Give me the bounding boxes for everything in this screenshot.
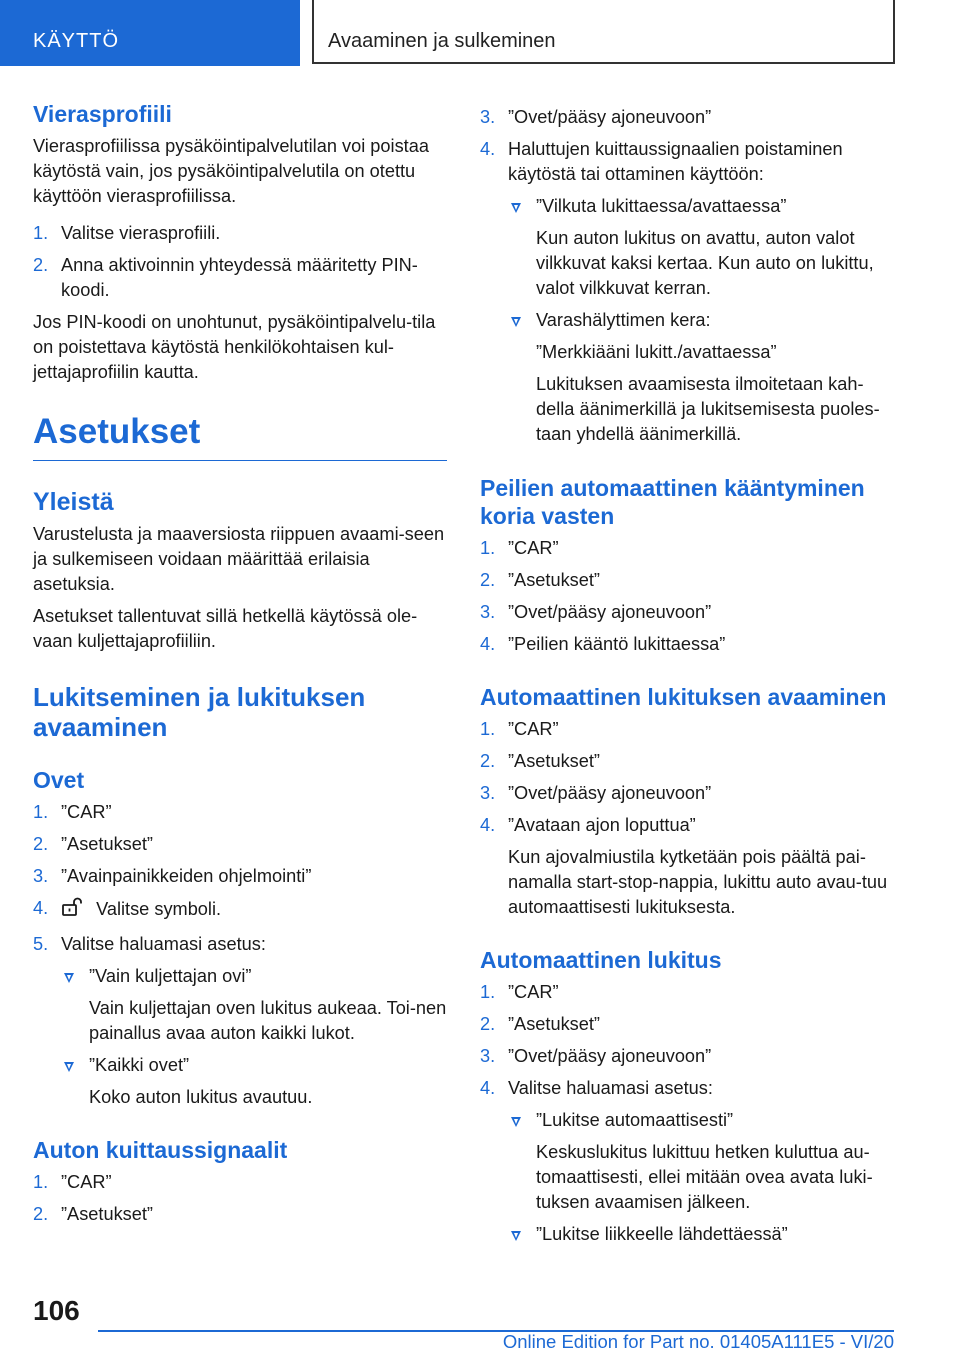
step-number: 4. [33, 898, 49, 918]
mirrors-heading: Peilien automaattinen kääntyminen koria vasten [480, 475, 865, 529]
option-label: ”Kaikki ovet” [89, 1055, 190, 1075]
general-section [33, 488, 447, 654]
step-text: ”CAR” [61, 1172, 112, 1192]
list-item [480, 749, 896, 774]
list-item [480, 813, 896, 920]
guest-profile-steps [33, 221, 447, 303]
list-item [480, 536, 896, 561]
list-item [33, 221, 447, 246]
list-item [33, 1202, 447, 1227]
triangle-bullet-icon [64, 1062, 74, 1072]
step-number: 4. [480, 815, 496, 835]
page-header [0, 0, 960, 66]
step-text: Valitse vierasprofiili. [61, 223, 221, 243]
step-number: 3. [480, 1046, 496, 1066]
list-item [33, 932, 447, 1110]
step-number: 1. [33, 1172, 49, 1192]
ack-signals-steps-continued [480, 105, 896, 447]
list-item [33, 896, 447, 925]
step-text: ”Asetukset” [508, 570, 600, 590]
step-text: ”Ovet/pääsy ajoneuvoon” [508, 1046, 712, 1066]
list-item [33, 864, 447, 889]
step-text: Valitse haluamasi asetus: [61, 934, 266, 954]
step-text: ”CAR” [508, 538, 559, 558]
step-number: 1. [33, 223, 49, 243]
step-number: 3. [33, 866, 49, 886]
list-item [480, 632, 896, 657]
doors-heading: Ovet [33, 767, 85, 793]
list-item [480, 1044, 896, 1069]
guest-profile-section [33, 100, 447, 385]
step-text: ”Asetukset” [61, 1204, 153, 1224]
option-label: ”Lukitse automaattisesti” [536, 1110, 734, 1130]
step-text: ”Ovet/pääsy ajoneuvoon” [508, 107, 712, 127]
option-description: Vain kuljettajan oven lukitus aukeaa. Toi-nen painallus avaa auton kaikki lukot. [89, 998, 447, 1043]
step-text: ”Asetukset” [508, 1014, 600, 1034]
guest-profile-intro: Vierasprofiilissa pysäköintipalvelutilan voi poistaa käytöstä vain, jos pysäköintipalvelutila on otettu käyttöön vierasprofiilissa. [33, 136, 429, 206]
settings-title-block [33, 412, 447, 461]
ack-signals-heading: Auton kuittaussignaalit [33, 1137, 288, 1163]
auto-unlock-section [480, 683, 896, 920]
left-column [33, 100, 447, 1227]
step-text: ”Peilien kääntö lukittaessa” [508, 634, 726, 654]
list-item [480, 781, 896, 806]
option-description: Keskuslukitus lukittuu hetken kuluttua au-tomaattisesti, ellei mitään ovea avata luki-tuksen avaamisen jälkeen. [536, 1142, 873, 1212]
step-number: 4. [480, 139, 496, 159]
step-number: 1. [33, 802, 49, 822]
chapter-tab: Avaaminen ja sulkeminen [312, 0, 895, 64]
list-item [480, 1076, 896, 1247]
auto-unlock-steps [480, 717, 896, 920]
list-item [33, 253, 447, 303]
locking-heading: Lukitseminen ja lukituksen avaaminen [33, 682, 366, 742]
triangle-bullet-icon [64, 973, 74, 983]
step-number: 3. [480, 107, 496, 127]
ack-signals-steps [33, 1170, 447, 1227]
step-number: 2. [33, 255, 49, 275]
list-item [480, 1012, 896, 1037]
triangle-bullet-icon [511, 203, 521, 213]
step-text: Valitse haluamasi asetus: [508, 1078, 713, 1098]
step-text: ”Avataan ajon loputtua” [508, 815, 696, 835]
right-column [480, 105, 896, 1247]
step-text: ”Avainpainikkeiden ohjelmointi” [61, 866, 312, 886]
step-number: 2. [33, 834, 49, 854]
step-text: Valitse symboli. [96, 899, 222, 919]
auto-lock-section [480, 946, 896, 1247]
step-text: ”Ovet/pääsy ajoneuvoon” [508, 783, 712, 803]
ack-signals-section [33, 1136, 447, 1227]
settings-title: Asetukset [33, 412, 201, 451]
triangle-bullet-icon [511, 1231, 521, 1241]
list-item [480, 717, 896, 742]
list-item [508, 194, 896, 301]
option-label: ”Vilkuta lukittaessa/avattaessa” [536, 196, 787, 216]
option-description: Lukituksen avaamisesta ilmoitetaan kah-della äänimerkillä ja lukitsemisesta puoles-taan yhdellä äänimerkillä. [536, 374, 880, 444]
list-item [61, 964, 447, 1046]
step-number: 1. [480, 719, 496, 739]
step-number: 3. [480, 602, 496, 622]
page-number: 106 [33, 1295, 80, 1326]
list-item [480, 137, 896, 447]
doors-options [61, 964, 447, 1110]
option-description: Kun auton lukitus on avattu, auton valot vilkkuvat kaksi kertaa. Kun auto on lukittu, valot vilkkuvat kerran. [536, 228, 874, 298]
step-description: Kun ajovalmiustila kytketään pois päältä pai-namalla start-stop-nappia, lukittu auto avau-tuu automaattisesti lukituksesta. [508, 847, 888, 917]
auto-lock-heading: Automaattinen lukitus [480, 947, 722, 973]
triangle-bullet-icon [511, 317, 521, 327]
option-label: ”Vain kuljettajan ovi” [89, 966, 252, 986]
step-number: 4. [480, 1078, 496, 1098]
option-description: Koko auton lukitus avautuu. [89, 1087, 313, 1107]
step-number: 2. [33, 1204, 49, 1224]
step-text: ”Ovet/pääsy ajoneuvoon” [508, 602, 712, 622]
unlock-icon [61, 896, 83, 925]
step-number: 5. [33, 934, 49, 954]
step-text: ”CAR” [508, 719, 559, 739]
step-number: 2. [480, 570, 496, 590]
general-paragraph-2: Asetukset tallentuvat sillä hetkellä käytössä ole-vaan kuljettajaprofiiliin. [33, 606, 418, 651]
list-item [508, 1222, 896, 1247]
guest-profile-note: Jos PIN-koodi on unohtunut, pysäköintipalvelu-tila on poistettava käytöstä henkilökohtaisen kul-jettajaprofiilin kautta. [33, 312, 436, 382]
step-text: Anna aktivoinnin yhteydessä määritetty PIN-koodi. [61, 255, 418, 300]
option-label: Varashälyttimen kera: [536, 310, 711, 330]
general-paragraph-1: Varustelusta ja maaversiosta riippuen avaami-seen ja sulkemiseen voidaan määrittää erilaisia asetuksia. [33, 524, 445, 594]
list-item [33, 800, 447, 825]
list-item [508, 1108, 896, 1215]
triangle-bullet-icon [511, 1117, 521, 1127]
option-description: ”Merkkiääni lukitt./avattaessa” [536, 342, 777, 362]
step-number: 4. [480, 634, 496, 654]
step-text: ”Asetukset” [61, 834, 153, 854]
list-item [61, 1053, 447, 1110]
step-number: 2. [480, 751, 496, 771]
list-item [480, 568, 896, 593]
step-number: 3. [480, 783, 496, 803]
auto-unlock-heading: Automaattinen lukituksen avaaminen [480, 684, 887, 710]
list-item [33, 832, 447, 857]
auto-lock-options [508, 1108, 896, 1247]
guest-profile-heading: Vierasprofiili [33, 101, 172, 127]
list-item [480, 105, 896, 130]
mirrors-section [480, 474, 896, 657]
option-label: ”Lukitse liikkeelle lähdettäessä” [536, 1224, 788, 1244]
mirrors-steps [480, 536, 896, 657]
step-number: 1. [480, 538, 496, 558]
step-number: 2. [480, 1014, 496, 1034]
step-text: Haluttujen kuittaussignaalien poistaminen käytöstä tai ottaminen käyttöön: [508, 139, 843, 184]
doors-section [33, 766, 447, 1110]
general-heading: Yleistä [33, 488, 114, 516]
edition-info: Online Edition for Part no. 01405A111E5 - VI/20 [502, 1331, 894, 1352]
step-text: ”CAR” [61, 802, 112, 822]
list-item [33, 1170, 447, 1195]
doors-steps [33, 800, 447, 1110]
auto-lock-steps [480, 980, 896, 1247]
step-text: ”CAR” [508, 982, 559, 1002]
list-item [508, 308, 896, 447]
section-tab: KÄYTTÖ [0, 0, 300, 66]
list-item [480, 600, 896, 625]
ack-options [508, 194, 896, 447]
step-text: ”Asetukset” [508, 751, 600, 771]
list-item [480, 980, 896, 1005]
step-number: 1. [480, 982, 496, 1002]
